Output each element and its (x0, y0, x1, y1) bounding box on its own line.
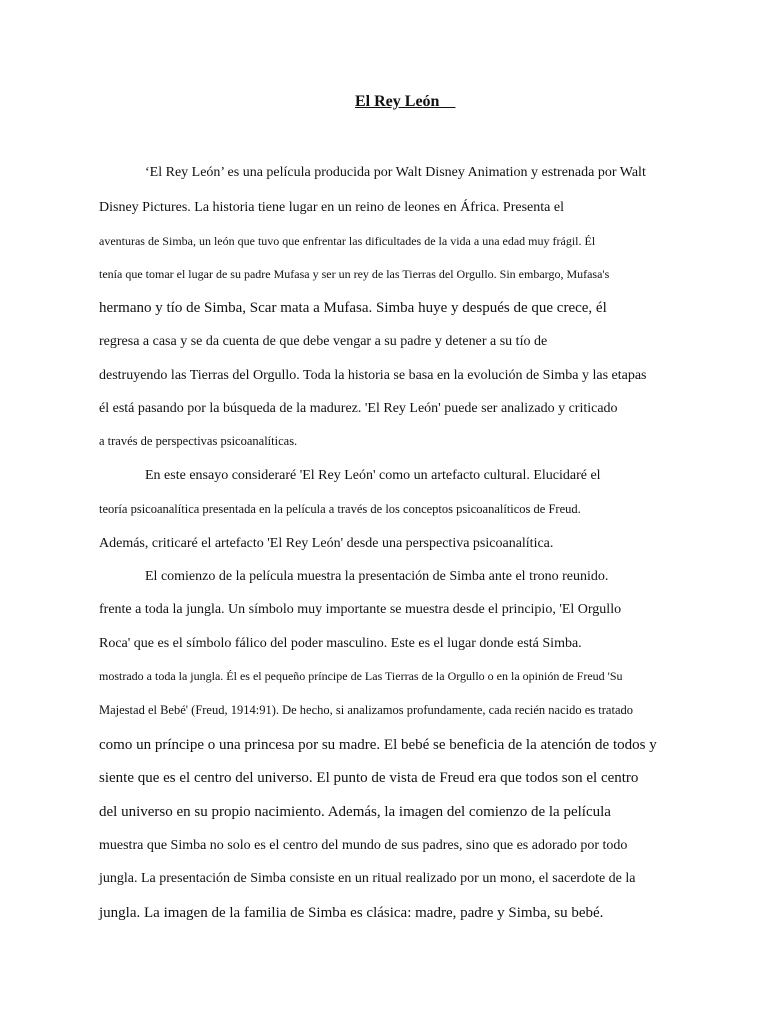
body-line: frente a toda la jungla. Un símbolo muy importante se muestra desde el principio, 'El Orgullo (99, 602, 622, 617)
body-line: ‘El Rey León’ es una película producida por Walt Disney Animation y estrenada por Walt (145, 165, 646, 180)
body-line: destruyendo las Tierras del Orgullo. Toda la historia se basa en la evolución de Simba y las etapas (99, 368, 647, 383)
body-line: él está pasando por la búsqueda de la madurez. 'El Rey León' puede ser analizado y criticado (99, 401, 618, 416)
body-line: Majestad el Bebé' (Freud, 1914:91). De hecho, si analizamos profundamente, cada recién nacido es tratado (99, 703, 633, 717)
body-line: siente que es el centro del universo. El punto de vista de Freud era que todos son el centro (99, 770, 639, 786)
body-line: jungla. La imagen de la familia de Simba es clásica: madre, padre y Simba, su bebé. (99, 905, 604, 921)
body-line: jungla. La presentación de Simba consiste en un ritual realizado por un mono, el sacerdote de la (99, 871, 636, 886)
body-line: Roca' que es el símbolo fálico del poder masculino. Este es el lugar donde está Simba. (99, 636, 582, 651)
body-line: hermano y tío de Simba, Scar mata a Mufasa. Simba huye y después de que crece, él (99, 300, 607, 316)
body-line: como un príncipe o una princesa por su madre. El bebé se beneficia de la atención de todos y (99, 737, 657, 753)
body-line: del universo en su propio nacimiento. Además, la imagen del comienzo de la película (99, 804, 611, 820)
body-line: aventuras de Simba, un león que tuvo que enfrentar las dificultades de la vida a una edad muy frágil. Él (99, 234, 596, 248)
body-line: Además, criticaré el artefacto 'El Rey León' desde una perspectiva psicoanalítica. (99, 536, 554, 551)
body-line: a través de perspectivas psicoanalíticas. (99, 434, 298, 448)
body-line: En este ensayo consideraré 'El Rey León' como un artefacto cultural. Elucidaré el (145, 468, 601, 483)
body-line: teoría psicoanalítica presentada en la película a través de los conceptos psicoanalíticos de Freud. (99, 502, 581, 516)
body-line: muestra que Simba no solo es el centro del mundo de sus padres, sino que es adorado por todo (99, 838, 628, 853)
body-line: regresa a casa y se da cuenta de que debe vengar a su padre y detener a su tío de (99, 334, 548, 349)
body-line: tenía que tomar el lugar de su padre Mufasa y ser un rey de las Tierras del Orgullo. Sin embargo, Mufasa's (99, 267, 610, 281)
body-line: El comienzo de la película muestra la presentación de Simba ante el trono reunido. (145, 569, 609, 584)
document-title: El Rey León (355, 93, 456, 110)
body-line: Disney Pictures. La historia tiene lugar en un reino de leones en África. Presenta el (99, 200, 564, 215)
body-line: mostrado a toda la jungla. Él es el pequeño príncipe de Las Tierras de la Orgullo o en la opinión de Freud 'Su (99, 669, 623, 683)
